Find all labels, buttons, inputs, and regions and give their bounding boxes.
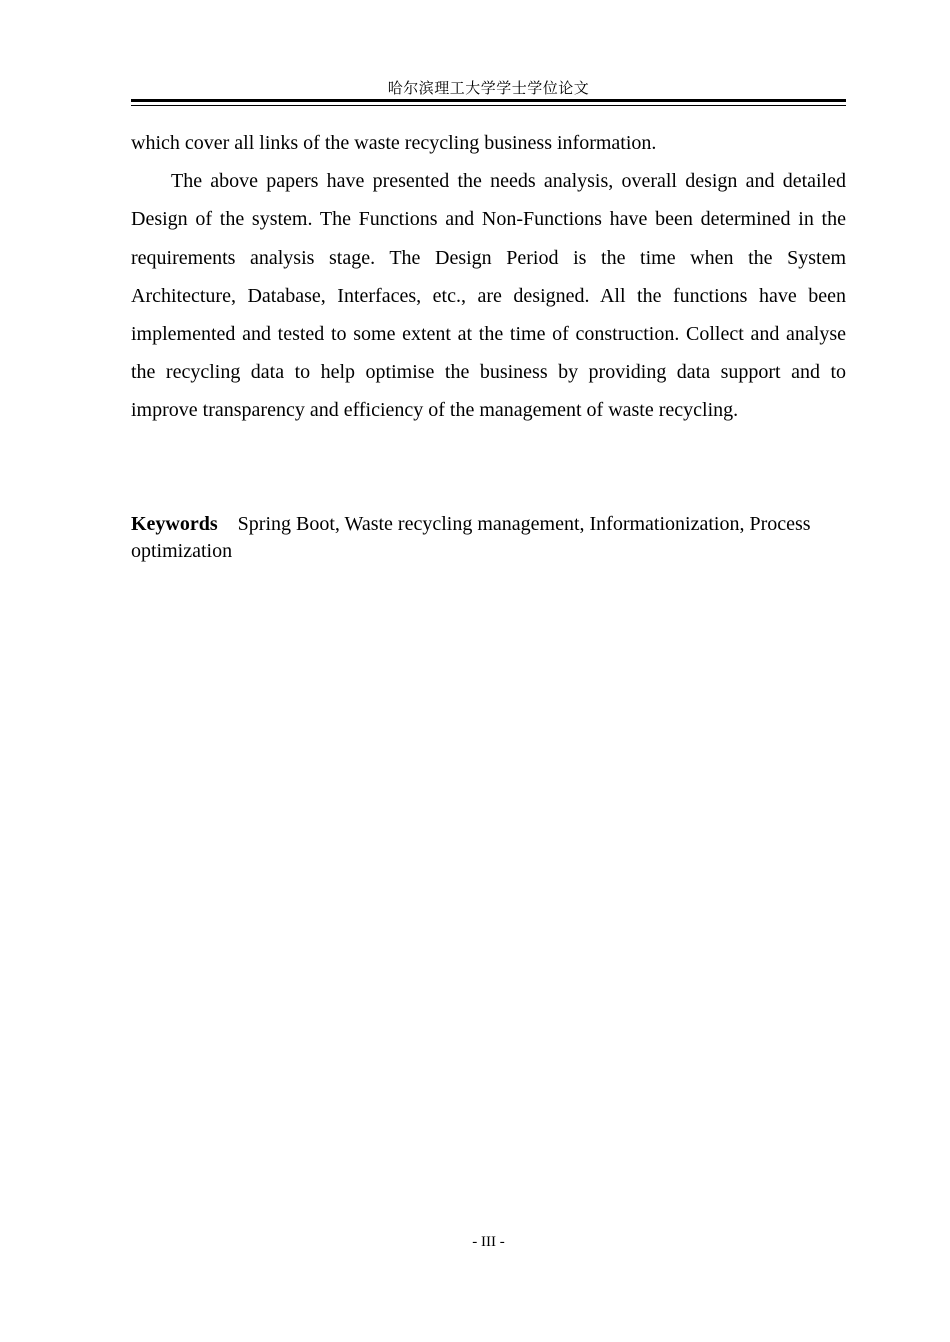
header-rule: [131, 99, 846, 106]
keywords-line: [131, 511, 846, 565]
keywords-label: Keywords: [131, 513, 218, 535]
running-header: 哈尔滨理工大学学士学位论文: [387, 79, 590, 97]
page-number: - III -: [472, 1234, 505, 1250]
keywords-text: Spring Boot, Waste recycling management, Informationization, Process optimization: [131, 513, 811, 562]
continuation-line: which cover all links of the waste recycling business information.: [131, 132, 657, 154]
abstract-body: [131, 124, 846, 430]
abstract-paragraph: The above papers have presented the needs analysis, overall design and detailed Design of the system. The Functions and Non-Functions have been determined in the requirements analysis stage. The Design Period is the time when the System Architecture, Database, Interfaces, etc., are designed. All the functions have been implemented and tested to some extent at the time of construction. Collect and analyse the recycling data to help optimise the business by providing data support and to improve transparency and efficiency of the management of waste recycling.: [131, 170, 846, 422]
